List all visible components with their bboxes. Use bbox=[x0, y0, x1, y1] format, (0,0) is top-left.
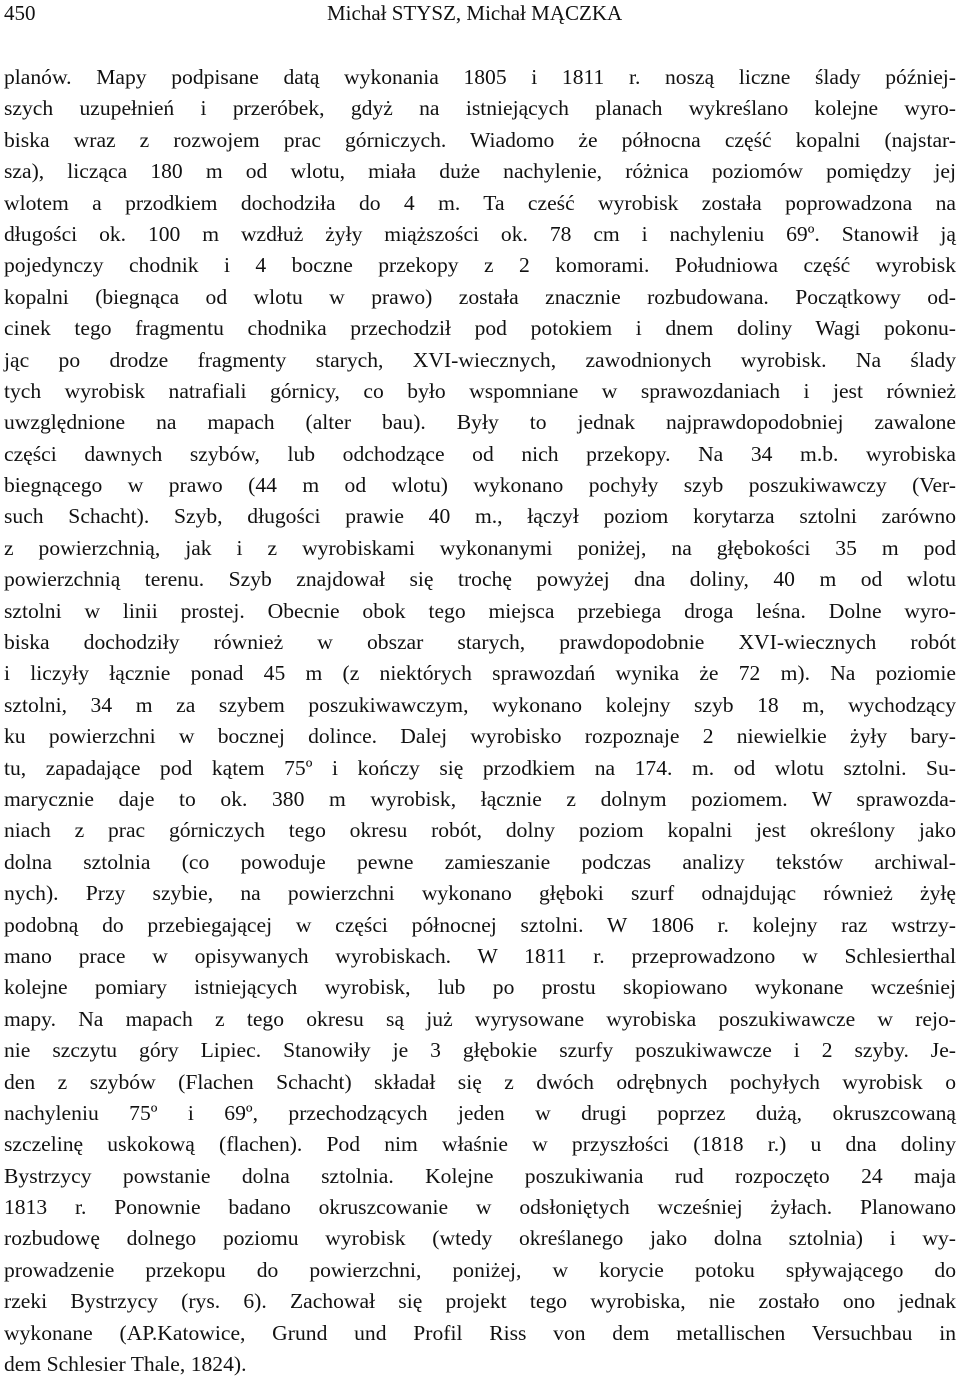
text-line: ku powierzchni w bocznej dolince. Dalej wyrobisko rozpoznaje 2 niewielkie żyły bary- bbox=[4, 724, 956, 749]
text-line: z powierzchnią, jak i z wyrobiskami wykonanymi poniżej, na głębokości 35 m pod bbox=[4, 535, 956, 560]
page-header bbox=[0, 0, 960, 30]
text-line: jąc po drodze fragmenty starych, XVI-wiecznych, zawodnionych wyrobisk. Na ślady bbox=[4, 347, 956, 372]
text-line: Bystrzycy powstanie dolna sztolnia. Kolejne poszukiwania rud rozpoczęto 24 maja bbox=[4, 1163, 956, 1188]
text-line: 1813 r. Ponownie badano okruszcowanie w odsłoniętych wcześniej żyłach. Planowano bbox=[4, 1195, 956, 1220]
text-line: szych uzupełnień i przeróbek, gdyż na istniejących planach wykreślano kolejne wyro- bbox=[4, 96, 956, 121]
text-line: mapy. Na mapach z tego okresu są już wyrysowane wyrobiska poszukiwawcze w rejo- bbox=[4, 1006, 956, 1031]
text-line: wykonane (AP.Katowice, Grund und Profil Riss von dem metallischen Versuchbau in bbox=[4, 1320, 956, 1345]
text-line: marycznie daje to ok. 380 m wyrobisk, łącznie z dolnym poziomem. W sprawozda- bbox=[4, 786, 956, 811]
text-line: pojedynczy chodnik i 4 boczne przekopy z 2 komorami. Południowa część wyrobisk bbox=[4, 253, 956, 278]
text-line: uwzględnione na mapach (alter bau). Były to jednak najprawdopodobniej zawalone bbox=[4, 410, 956, 435]
text-line: szczelinę uskokową (flachen). Pod nim właśnie w przyszłości (1818 r.) u dna doliny bbox=[4, 1132, 956, 1157]
text-line: sza), licząca 180 m od wlotu, miała duże nachylenie, różnica poziomów pomiędzy jej bbox=[4, 159, 956, 184]
text-line: wlotem a przodkiem dochodziła do 4 m. Ta cześć wyrobisk została poprowadzona na bbox=[4, 190, 956, 215]
page-number: 450 bbox=[4, 1, 36, 25]
text-line: biegnącego w prawo (44 m od wlotu) wykonano pochyły szyb poszukiwawczy (Ver- bbox=[4, 473, 956, 498]
text-line: rozbudowę dolnego poziomu wyrobisk (wtedy określanego jako dolna sztolnia) i wy- bbox=[4, 1226, 956, 1251]
text-line: rzeki Bystrzycy (rys. 6). Zachował się projekt tego wyrobiska, nie zostało ono jednak bbox=[4, 1289, 956, 1314]
text-line: such Schacht). Szyb, długości prawie 40 m., łączył poziom korytarza sztolni zarówno bbox=[4, 504, 956, 529]
text-line: nie szczytu góry Lipiec. Stanowiły je 3 głębokie szurfy poszukiwawcze i 2 szyby. Je- bbox=[4, 1038, 956, 1063]
text-line: planów. Mapy podpisane datą wykonania 1805 i 1811 r. noszą liczne ślady później- bbox=[4, 65, 956, 89]
text-line: biska dochodziły również w obszar starych, prawdopodobnie XVI-wiecznych robót bbox=[4, 630, 956, 655]
text-line: powierzchnią terenu. Szyb znajdował się trochę powyżej dna doliny, 40 m od wlotu bbox=[4, 567, 956, 592]
text-line: biska wraz z rozwojem prac górniczych. Wiadomo że północna część kopalni (najstar- bbox=[4, 127, 956, 152]
text-line: cinek tego fragmentu chodnika przechodził pod potokiem i dnem doliny Wagi pokonu- bbox=[4, 316, 956, 341]
text-line: tu, zapadające pod kątem 75º i kończy się przodkiem na 174. m. od wlotu sztolni. Su- bbox=[4, 755, 956, 780]
text-line: kopalni (biegnąca od wlotu w prawo) została znacznie rozbudowana. Początkowy od- bbox=[4, 284, 956, 309]
text-line: i liczyły łącznie ponad 45 m (z niektórych sprawozdań wynika że 72 m). Na poziomie bbox=[4, 661, 956, 686]
text-line: dolna sztolnia (co powoduje pewne zamieszanie podczas analizy tekstów archiwal- bbox=[4, 849, 956, 874]
text-line: tych wyrobisk natrafiali górnicy, co było wspomniane w sprawozdaniach i jest również bbox=[4, 378, 956, 403]
text-line: prowadzenie przekopu do powierzchni, poniżej, w korycie potoku spływającego do bbox=[4, 1257, 956, 1282]
text-line: podobną do przebiegającej w części północnej sztolni. W 1806 r. kolejny raz wstrzy- bbox=[4, 912, 956, 937]
text-line: nych). Przy szybie, na powierzchni wykonano głęboki szurf odnajdując również żyłę bbox=[4, 881, 956, 906]
text-line: części dawnych szybów, lub odchodzące od nich przekopy. Na 34 m.b. wyrobiska bbox=[4, 441, 956, 466]
text-line: kolejne pomiary istniejących wyrobisk, lub po prostu skopiowano wykonane wcześniej bbox=[4, 975, 956, 1000]
text-line: niach z prac górniczych tego okresu robót, dolny poziom kopalni jest określony jako bbox=[4, 818, 956, 843]
text-line: mano prace w opisywanych wyrobiskach. W 1811 r. przeprowadzono w Schlesierthal bbox=[4, 943, 956, 968]
body-paragraph bbox=[4, 62, 956, 1380]
text-line-last: dem Schlesier Thale, 1824). bbox=[4, 1352, 247, 1377]
text-line: sztolni, 34 m za szybem poszukiwawczym, wykonano kolejny szyb 18 m, wychodzący bbox=[4, 692, 956, 717]
text-line: długości ok. 100 m wzdłuż żyły miąższości ok. 78 cm i nachyleniu 69º. Stanowił ją bbox=[4, 221, 956, 246]
text-line: nachyleniu 75º i 69º, przechodzących jeden w drugi poprzez dużą, okruszcowaną bbox=[4, 1100, 956, 1125]
running-head-authors: Michał STYSZ, Michał MĄCZKA bbox=[327, 1, 623, 25]
text-line: sztolni w linii prostej. Obecnie obok tego miejsca przebiega droga leśna. Dolne wyro- bbox=[4, 598, 956, 623]
text-line: den z szybów (Flachen Schacht) składał się z dwóch odrębnych pochyłych wyrobisk o bbox=[4, 1069, 956, 1094]
